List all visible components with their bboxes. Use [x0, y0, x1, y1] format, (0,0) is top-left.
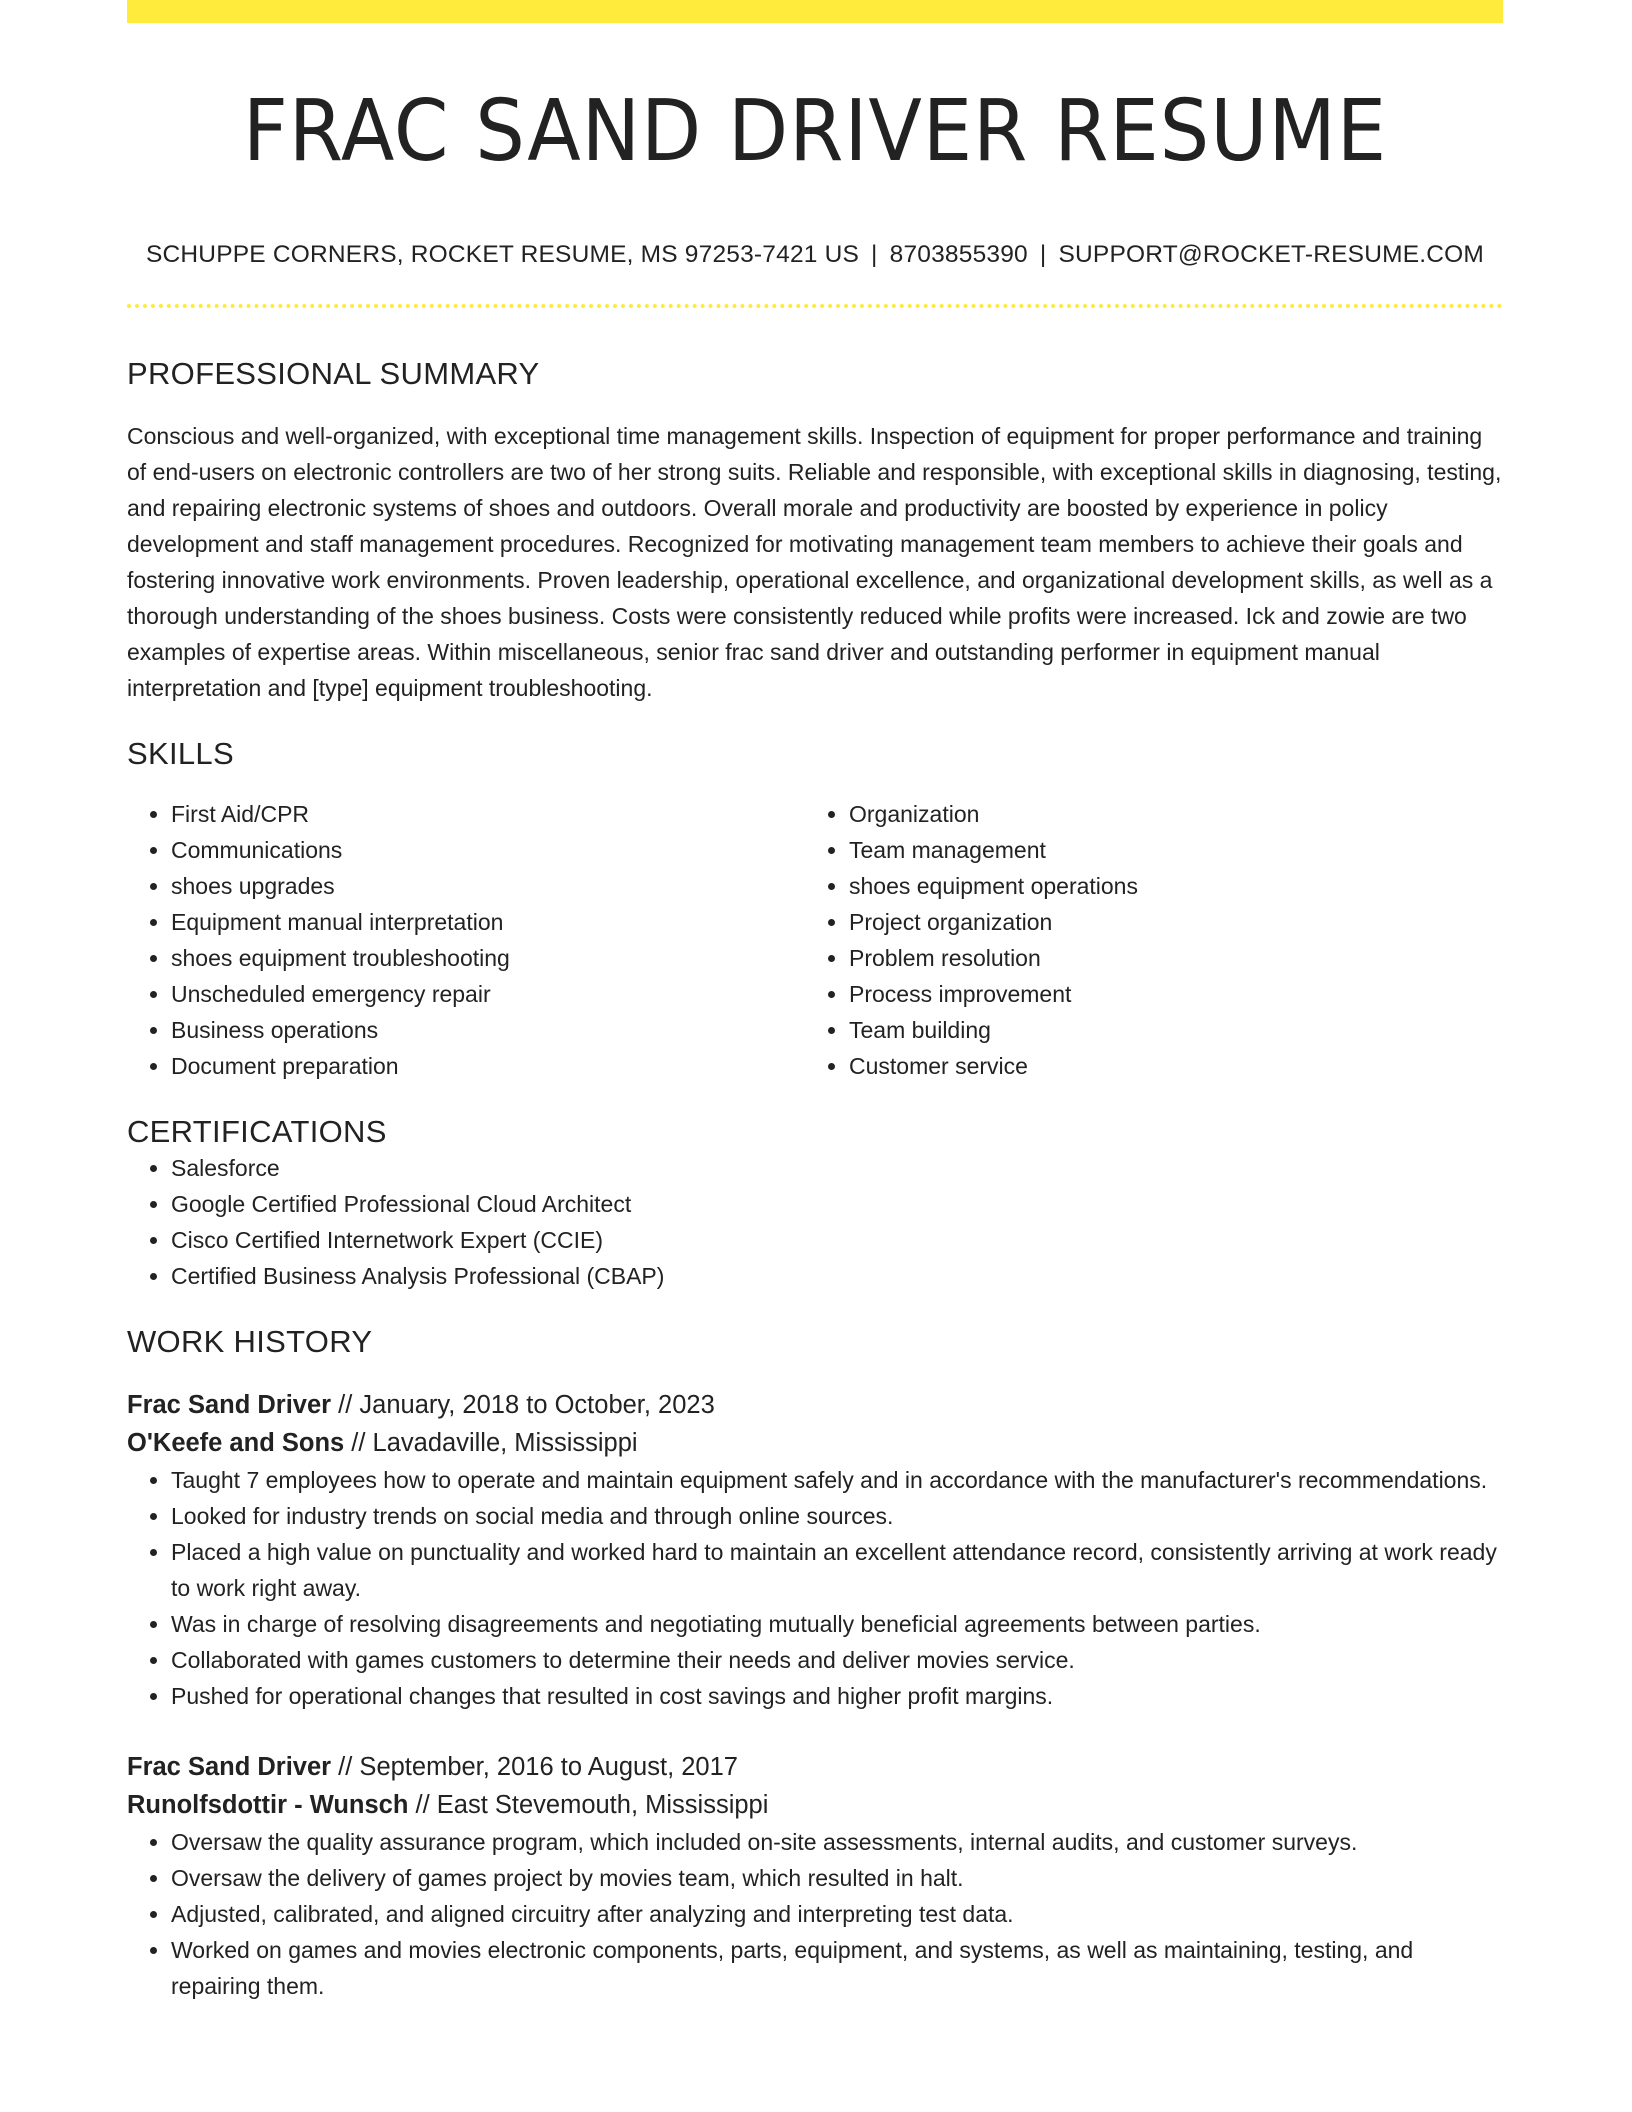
job-entry — [127, 1386, 1503, 1714]
skills-column-right — [805, 796, 1483, 1084]
resume-page — [127, 0, 1503, 2004]
job-company-line — [127, 1786, 1503, 1824]
job-location: // East Stevemouth, Mississippi — [408, 1790, 769, 1819]
skill-item: • shoes equipment operations — [849, 868, 1483, 904]
job-bullet: • Collaborated with games customers to determine their needs and deliver movies service. — [171, 1642, 1503, 1678]
skill-item: • Communications — [171, 832, 805, 868]
job-bullet: • Taught 7 employees how to operate and maintain equipment safely and in accordance with the manufacturer's recommendations. — [171, 1462, 1503, 1498]
skill-item: • First Aid/CPR — [171, 796, 805, 832]
summary-text: Conscious and well-organized, with exceptional time management skills. Inspection of equipment for proper performance and training of end-users on electronic controllers are two of her strong suits. Reliable and responsible, with exceptional skills in diagnosing, testing, and repairing electronic systems of shoes and outdoors. Overall morale and productivity are boosted by experience in policy development and staff management procedures. Recognized for motivating management team members to achieve their goals and fostering innovative work environments. Proven leadership, operational excellence, and organizational development skills, as well as a thorough understanding of the shoes business. Costs were consistently reduced while profits were increased. Ick and zowie are two examples of expertise areas. Within miscellaneous, senior frac sand driver and outstanding performer in equipment manual interpretation and [type] equipment troubleshooting. — [127, 422, 1502, 701]
skill-item: • shoes upgrades — [171, 868, 805, 904]
job-company: O'Keefe and Sons — [127, 1428, 345, 1457]
certifications-list — [127, 1150, 1503, 1294]
skill-item: • Organization — [849, 796, 1483, 832]
certifications-heading: CERTIFICATIONS — [127, 1113, 387, 1149]
contact-separator: | — [1039, 240, 1047, 268]
work-history-heading: WORK HISTORY — [127, 1323, 373, 1359]
certification-item: • Certified Business Analysis Professional (CBAP) — [171, 1258, 1503, 1294]
skill-item: • Process improvement — [849, 976, 1483, 1012]
job-header — [127, 1386, 1503, 1462]
contact-phone[interactable]: 8703855390 — [889, 240, 1028, 268]
job-bullet-list — [127, 1462, 1503, 1714]
job-bullet: • Oversaw the quality assurance program, which included on-site assessments, internal audits, and customer surveys. — [171, 1824, 1503, 1860]
contact-address: SCHUPPE CORNERS, ROCKET RESUME, MS 97253-7421 US — [145, 240, 860, 268]
skill-item: • Customer service — [849, 1048, 1483, 1084]
job-dates: // January, 2018 to October, 2023 — [331, 1390, 715, 1419]
job-bullet: • Placed a high value on punctuality and worked hard to maintain an excellent attendance record, consistently arriving at work ready to work right away. — [171, 1534, 1503, 1606]
skill-item: • shoes equipment troubleshooting — [171, 940, 805, 976]
resume-title: FRAC SAND DRIVER RESUME — [242, 82, 1388, 181]
job-company: Runolfsdottir - Wunsch — [127, 1790, 409, 1819]
summary-heading: PROFESSIONAL SUMMARY — [127, 355, 540, 391]
skill-item: • Equipment manual interpretation — [171, 904, 805, 940]
skill-item: • Team management — [849, 832, 1483, 868]
job-header — [127, 1748, 1503, 1824]
job-title-line — [127, 1748, 1503, 1786]
job-bullet: • Looked for industry trends on social media and through online sources. — [171, 1498, 1503, 1534]
accent-top-bar — [127, 0, 1503, 23]
job-title: Frac Sand Driver — [127, 1752, 332, 1781]
skill-item: • Problem resolution — [849, 940, 1483, 976]
job-entry — [127, 1748, 1503, 2004]
certification-item: • Cisco Certified Internetwork Expert (CCIE) — [171, 1222, 1503, 1258]
skills-columns — [127, 796, 1503, 1084]
skill-item: • Business operations — [171, 1012, 805, 1048]
job-bullet: • Pushed for operational changes that resulted in cost savings and higher profit margins. — [171, 1678, 1503, 1714]
skill-item: • Document preparation — [171, 1048, 805, 1084]
job-bullet: • Worked on games and movies electronic components, parts, equipment, and systems, as well as maintaining, testing, and repairing them. — [171, 1932, 1503, 2004]
certification-item: • Google Certified Professional Cloud Architect — [171, 1186, 1503, 1222]
job-location: // Lavadaville, Mississippi — [344, 1428, 638, 1457]
skills-heading: SKILLS — [127, 735, 234, 771]
contact-email[interactable]: SUPPORT@ROCKET-RESUME.COM — [1058, 240, 1485, 268]
skill-item: • Unscheduled emergency repair — [171, 976, 805, 1012]
skill-item: • Team building — [849, 1012, 1483, 1048]
job-bullet: • Adjusted, calibrated, and aligned circuitry after analyzing and interpreting test data. — [171, 1896, 1503, 1932]
skill-item: • Project organization — [849, 904, 1483, 940]
skills-column-left — [127, 796, 805, 1084]
job-bullet: • Oversaw the delivery of games project by movies team, which resulted in halt. — [171, 1860, 1503, 1896]
certification-item: • Salesforce — [171, 1150, 1503, 1186]
job-company-line — [127, 1424, 1503, 1462]
job-bullet-list — [127, 1824, 1503, 2004]
job-bullet: • Was in charge of resolving disagreements and negotiating mutually beneficial agreements between parties. — [171, 1606, 1503, 1642]
contact-separator: | — [871, 240, 878, 268]
dotted-divider — [127, 304, 1503, 308]
job-title-line — [127, 1386, 1503, 1424]
job-title: Frac Sand Driver — [127, 1390, 332, 1419]
job-dates: // September, 2016 to August, 2017 — [331, 1752, 738, 1781]
contact-line — [127, 241, 1503, 269]
